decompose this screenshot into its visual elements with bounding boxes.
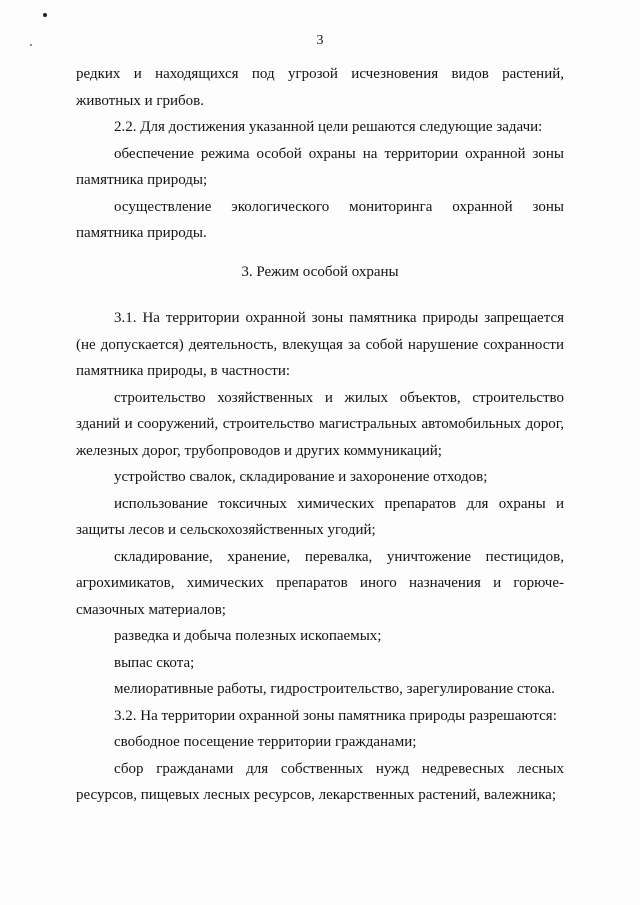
list-item-construction: строительство хозяйственных и жилых объектов, строительство зданий и сооружений, строительство магистральных автомобильных дорог, железных дорог, трубопроводов и других коммуникаций; — [76, 389, 564, 459]
list-item-waste: устройство свалок, складирование и захоронение отходов; — [114, 469, 488, 485]
list-item-mining: разведка и добыча полезных ископаемых; — [114, 628, 382, 644]
list-item-pesticides: складирование, хранение, перевалка, уничтожение пестицидов, агрохимикатов, химических препаратов иного назначения и горюче-смазочных материалов; — [76, 548, 564, 618]
list-item-gathering: сбор гражданами для собственных нужд недревесных лесных ресурсов, пищевых лесных ресурсов, лекарственных растений, валежника; — [76, 760, 564, 803]
page-number: 3 — [316, 33, 324, 48]
paragraph-2-2: 2.2. Для достижения указанной цели решаются следующие задачи: — [114, 119, 543, 135]
paragraph-3-2: 3.2. На территории охранной зоны памятника природы разрешаются: — [114, 707, 557, 724]
paragraph-3-1: 3.1. На территории охранной зоны памятника природы запрещается (не допускается) деятельность, влекущая за собой нарушение сохранности памятника природы, в частности: — [76, 310, 564, 379]
list-item-toxic-chemicals: использование токсичных химических препаратов для охраны и защиты лесов и сельскохозяйственных угодий; — [76, 495, 564, 538]
paragraph-continuation: редких и находящихся под угрозой исчезновения видов растений, животных и грибов. — [76, 66, 564, 109]
list-item-grazing: выпас скота; — [114, 654, 195, 671]
paragraph-task-monitoring: осуществление экологического мониторинга охранной зоны памятника природы. — [76, 198, 564, 241]
intro-text-block — [76, 61, 564, 247]
section-heading: 3. Режим особой охраны — [241, 264, 399, 280]
section-3-text-block — [76, 305, 564, 809]
paragraph-task-protection: обеспечение режима особой охраны на территории охранной зоны памятника природы; — [76, 145, 564, 188]
list-item-free-visit: свободное посещение территории гражданами; — [114, 734, 417, 750]
section-heading-block — [76, 259, 564, 286]
scan-speck — [43, 13, 47, 17]
list-item-melioration: мелиоративные работы, гидростроительство, зарегулирование стока. — [114, 681, 555, 697]
